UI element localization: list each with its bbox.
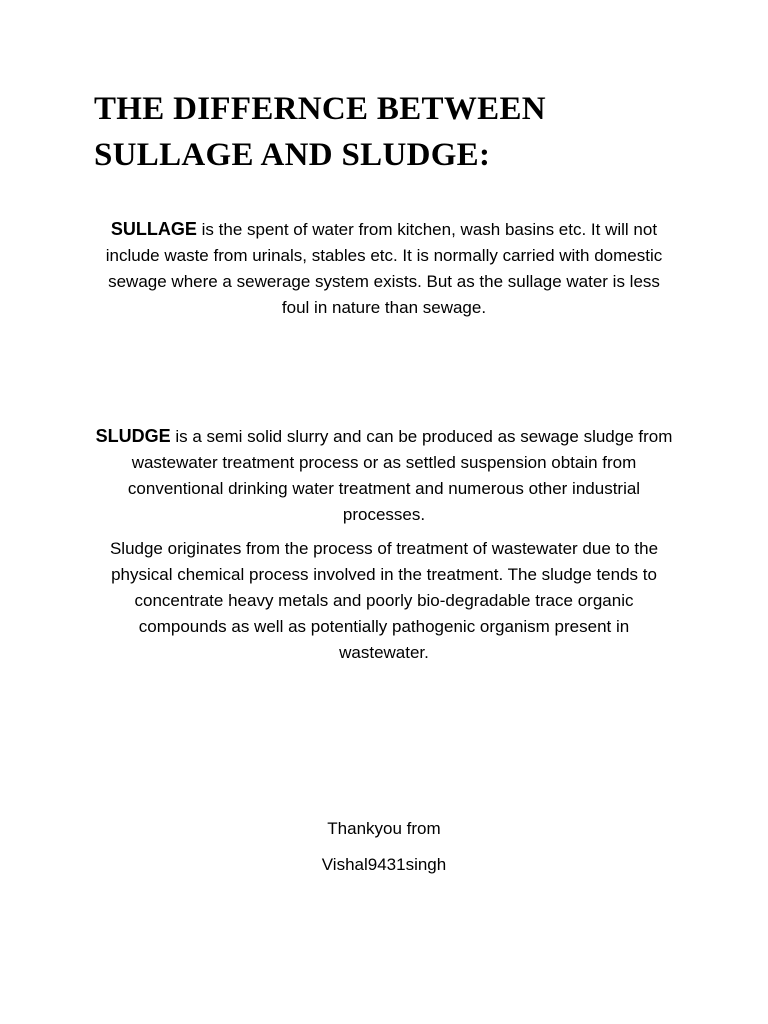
sludge-paragraph: [94, 423, 674, 528]
title-line-1: THE DIFFERNCE BETWEEN: [94, 91, 546, 127]
author-line: Vishal9431singh: [321, 855, 447, 874]
sullage-definition: is the spent of water from kitchen, wash basins etc. It will not include waste from urinals, stables etc. It is normally carried with domestic sewage where a sewerage system exists. But as the sullage water is less foul in nature than sewage.: [105, 220, 663, 317]
sullage-term: SULLAGE: [110, 219, 197, 239]
sludge-definition: is a semi solid slurry and can be produced as sewage sludge from wastewater treatment process or as settled suspension obtain from conventional drinking water treatment and numerous other industrial processes.: [127, 427, 673, 524]
document-title: [94, 86, 674, 178]
thanks-line: Thankyou from: [327, 819, 441, 838]
sludge-origin-paragraph: Sludge originates from the process of treatment of wastewater due to the physical chemical process involved in the treatment. The sludge tends to concentrate heavy metals and poorly bio-degradable trace organic compounds as well as potentially pathogenic organism present in wastewater.: [109, 539, 659, 662]
sullage-paragraph: [94, 216, 674, 321]
title-line-2: SULLAGE AND SLUDGE:: [94, 137, 491, 173]
sludge-term: SLUDGE: [95, 426, 171, 446]
